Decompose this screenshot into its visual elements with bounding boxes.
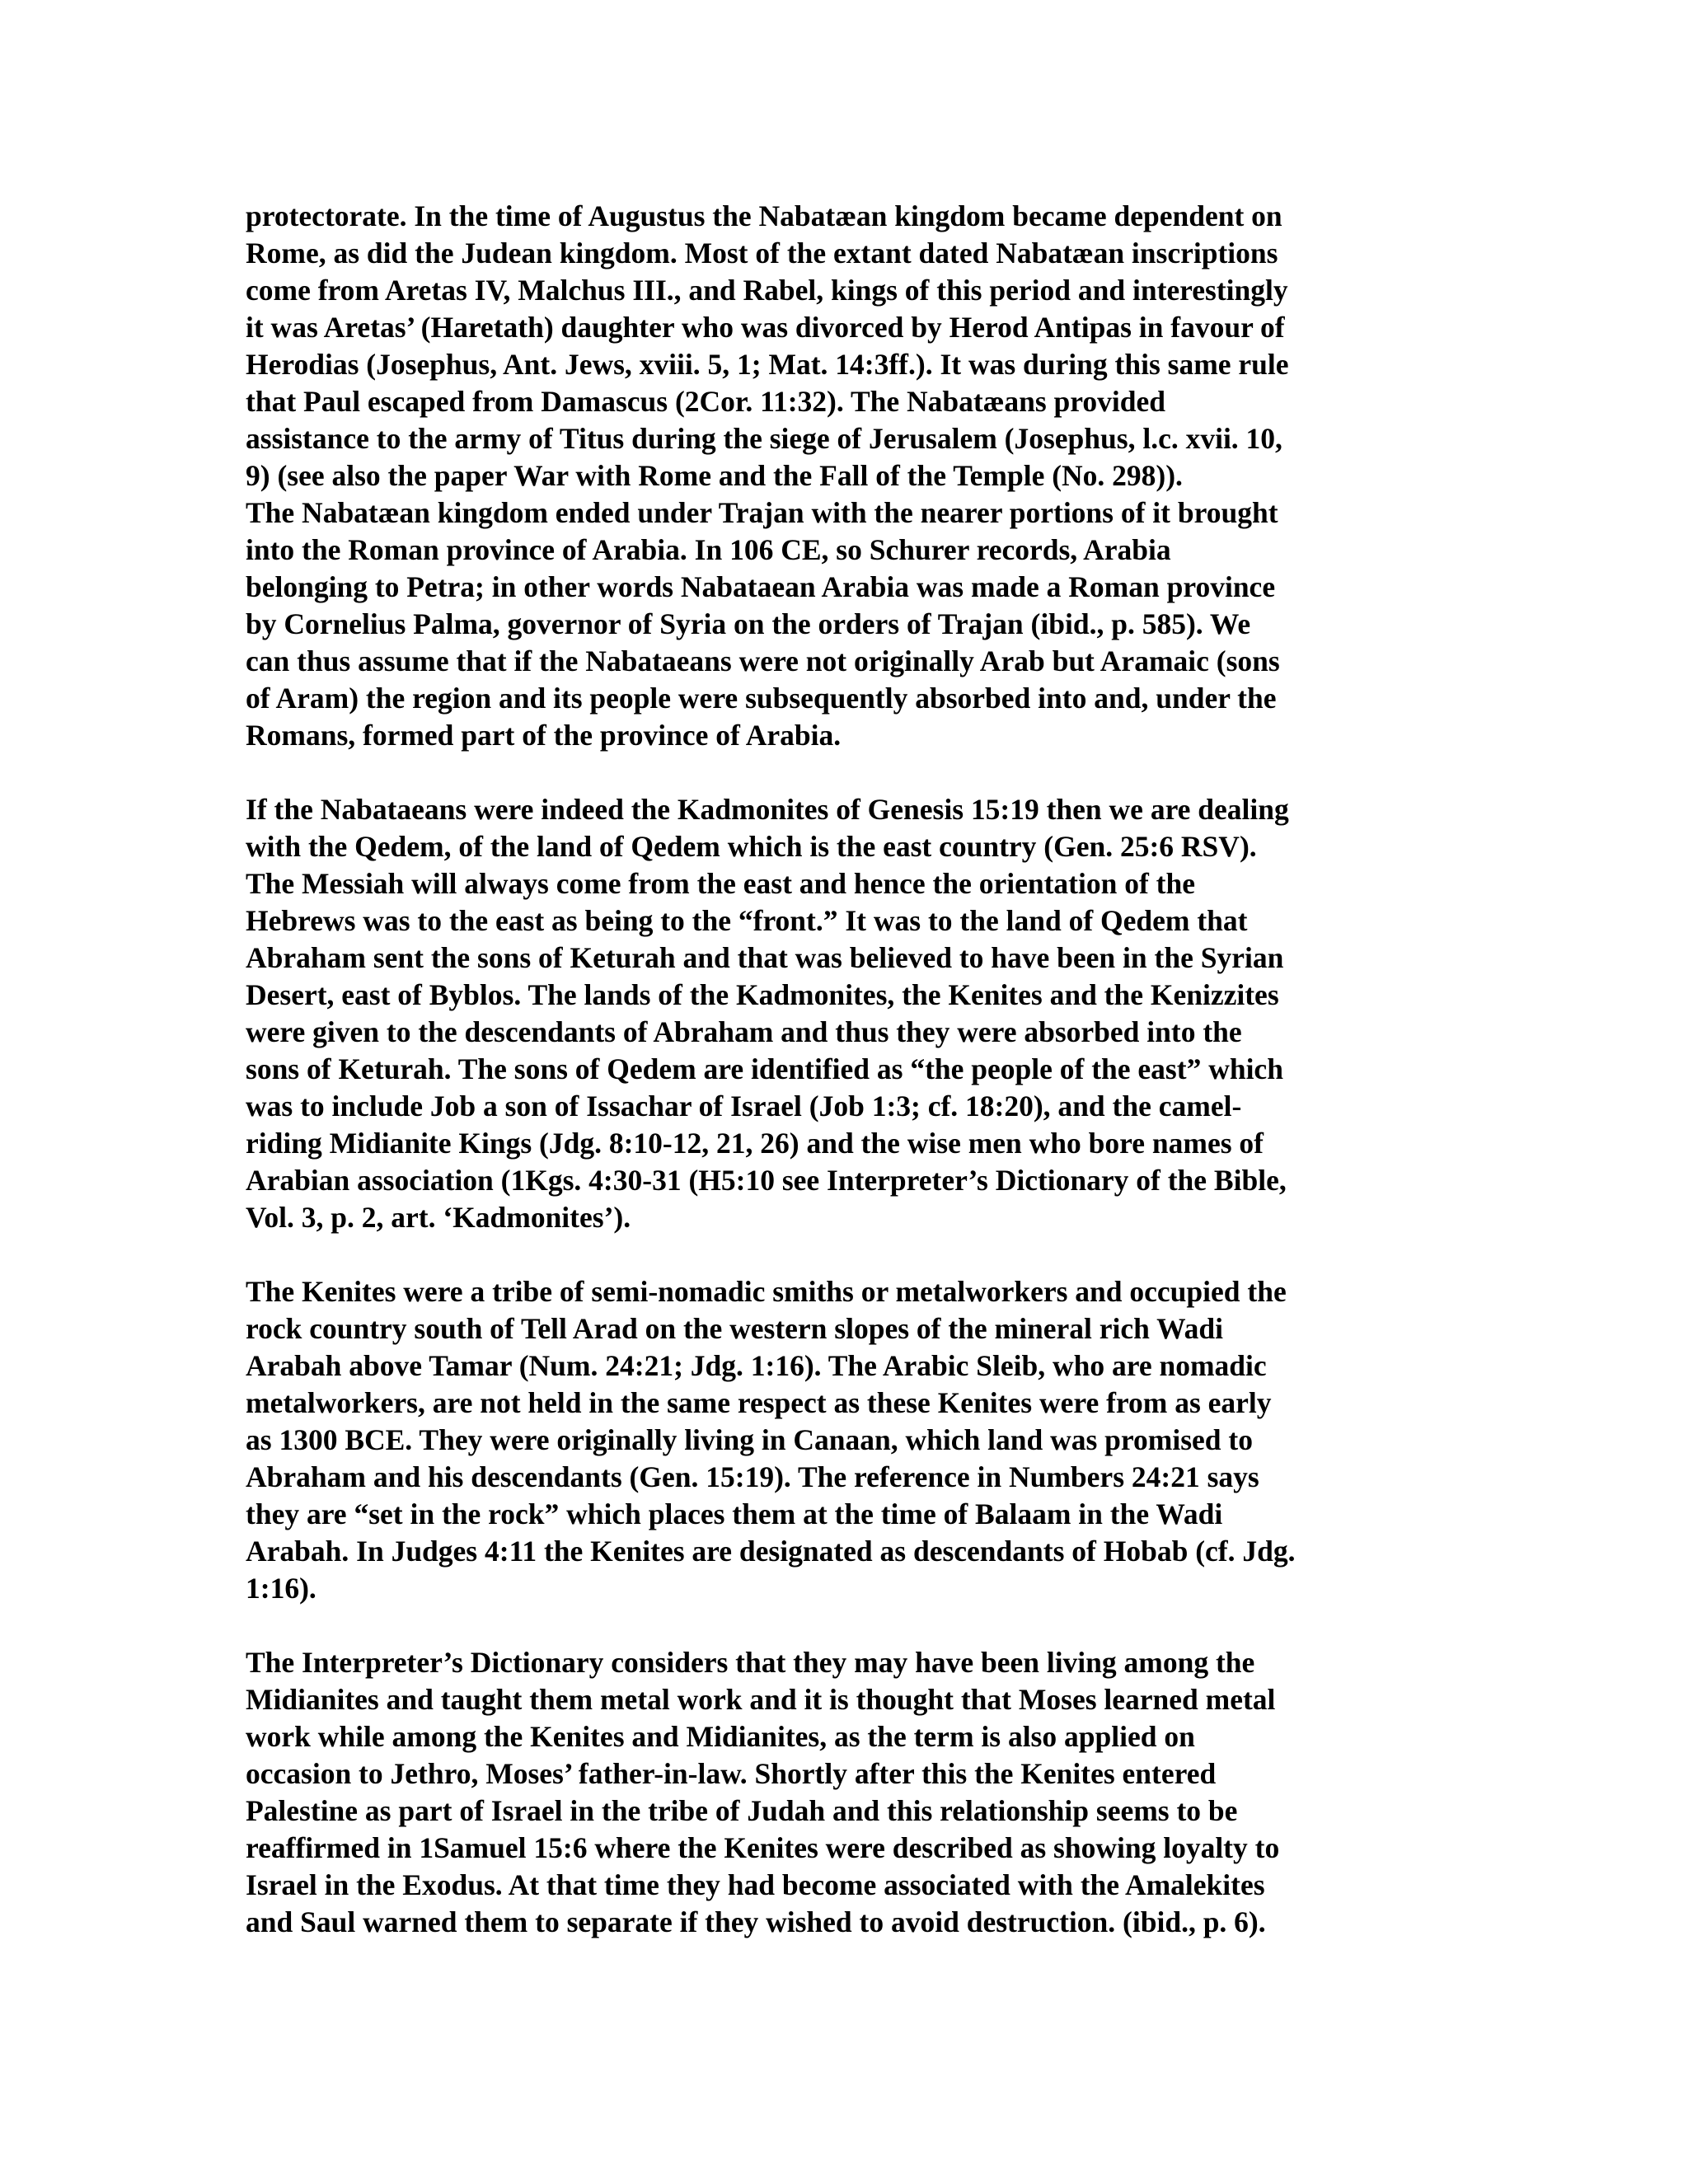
text-line: Abraham and his descendants (Gen. 15:19). The reference in Numbers 24:21 says bbox=[246, 1460, 1259, 1493]
text-line: If the Nabataeans were indeed the Kadmonites of Genesis 15:19 then we are dealing bbox=[246, 793, 1289, 826]
text-line: The Nabatæan kingdom ended under Trajan with the nearer portions of it brought bbox=[246, 496, 1278, 529]
text-line: Rome, as did the Judean kingdom. Most of the extant dated Nabatæan inscriptions bbox=[246, 237, 1278, 269]
text-line: reaffirmed in 1Samuel 15:6 where the Kenites were described as showing loyalty to bbox=[246, 1831, 1280, 1864]
text-line: of Aram) the region and its people were subsequently absorbed into and, under the bbox=[246, 682, 1277, 715]
text-line: riding Midianite Kings (Jdg. 8:10-12, 21, 26) and the wise men who bore names of bbox=[246, 1127, 1264, 1160]
text-line: Arabian association (1Kgs. 4:30-31 (H5:10 see Interpreter’s Dictionary of the Bible, bbox=[246, 1164, 1287, 1197]
text-line: they are “set in the rock” which places them at the time of Balaam in the Wadi bbox=[246, 1497, 1223, 1530]
text-line: Palestine as part of Israel in the tribe of Judah and this relationship seems to be bbox=[246, 1794, 1238, 1827]
text-line: sons of Keturah. The sons of Qedem are identified as “the people of the east” which bbox=[246, 1052, 1283, 1085]
text-line: protectorate. In the time of Augustus the Nabatæan kingdom became dependent on bbox=[246, 199, 1282, 232]
text-line: come from Aretas IV, Malchus III., and Rabel, kings of this period and interestingly bbox=[246, 274, 1288, 307]
text-line: were given to the descendants of Abraham and thus they were absorbed into the bbox=[246, 1015, 1242, 1048]
paragraph-interpreters-dictionary bbox=[246, 1644, 1434, 1941]
text-line: belonging to Petra; in other words Nabataean Arabia was made a Roman province bbox=[246, 570, 1276, 603]
text-line: metalworkers, are not held in the same respect as these Kenites were from as early bbox=[246, 1386, 1272, 1419]
paragraph-kenites bbox=[246, 1273, 1434, 1607]
text-line: it was Aretas’ (Haretath) daughter who was divorced by Herod Antipas in favour of bbox=[246, 311, 1285, 344]
text-line: 9) (see also the paper War with Rome and the Fall of the Temple (No. 298)). bbox=[246, 459, 1183, 492]
text-line: into the Roman province of Arabia. In 106 CE, so Schurer records, Arabia bbox=[246, 533, 1171, 566]
text-line: Herodias (Josephus, Ant. Jews, xviii. 5, 1; Mat. 14:3ff.). It was during this same rule bbox=[246, 348, 1289, 381]
text-line: Arabah above Tamar (Num. 24:21; Jdg. 1:16). The Arabic Sleib, who are nomadic bbox=[246, 1349, 1267, 1382]
paragraph-kadmonites bbox=[246, 791, 1434, 1236]
text-line: Romans, formed part of the province of Arabia. bbox=[246, 719, 842, 752]
text-line: Arabah. In Judges 4:11 the Kenites are designated as descendants of Hobab (cf. Jdg. bbox=[246, 1535, 1296, 1568]
text-line: 1:16). bbox=[246, 1572, 316, 1605]
text-line: Israel in the Exodus. At that time they had become associated with the Amalekites bbox=[246, 1868, 1265, 1901]
text-line: by Cornelius Palma, governor of Syria on the orders of Trajan (ibid., p. 585). We bbox=[246, 607, 1251, 640]
text-line: as 1300 BCE. They were originally living in Canaan, which land was promised to bbox=[246, 1423, 1253, 1456]
text-line: The Messiah will always come from the east and hence the orientation of the bbox=[246, 867, 1195, 900]
text-line: assistance to the army of Titus during the siege of Jerusalem (Josephus, l.c. xvii. 10, bbox=[246, 422, 1282, 455]
text-line: can thus assume that if the Nabataeans were not originally Arab but Aramaic (sons bbox=[246, 644, 1280, 677]
text-line: that Paul escaped from Damascus (2Cor. 11:32). The Nabatæans provided bbox=[246, 385, 1166, 418]
paragraph-nabataean-kingdom bbox=[246, 198, 1434, 754]
text-line: The Interpreter’s Dictionary considers that they may have been living among the bbox=[246, 1646, 1255, 1679]
text-line: rock country south of Tell Arad on the western slopes of the mineral rich Wadi bbox=[246, 1312, 1223, 1345]
text-line: occasion to Jethro, Moses’ father-in-law. Shortly after this the Kenites entered bbox=[246, 1757, 1217, 1790]
text-line: Vol. 3, p. 2, art. ‘Kadmonites’). bbox=[246, 1201, 631, 1234]
text-line: Desert, east of Byblos. The lands of the Kadmonites, the Kenites and the Kenizzites bbox=[246, 978, 1279, 1011]
text-line: was to include Job a son of Issachar of Israel (Job 1:3; cf. 18:20), and the camel- bbox=[246, 1090, 1242, 1122]
text-line: work while among the Kenites and Midianites, as the term is also applied on bbox=[246, 1720, 1195, 1753]
text-line: and Saul warned them to separate if they wished to avoid destruction. (ibid., p. 6). bbox=[246, 1905, 1266, 1938]
text-line: Abraham sent the sons of Keturah and that was believed to have been in the Syrian bbox=[246, 941, 1284, 974]
text-line: Hebrews was to the east as being to the “front.” It was to the land of Qedem that bbox=[246, 904, 1248, 937]
text-line: The Kenites were a tribe of semi-nomadic smiths or metalworkers and occupied the bbox=[246, 1275, 1287, 1308]
text-line: Midianites and taught them metal work and it is thought that Moses learned metal bbox=[246, 1683, 1276, 1716]
text-line: with the Qedem, of the land of Qedem which is the east country (Gen. 25:6 RSV). bbox=[246, 830, 1257, 863]
